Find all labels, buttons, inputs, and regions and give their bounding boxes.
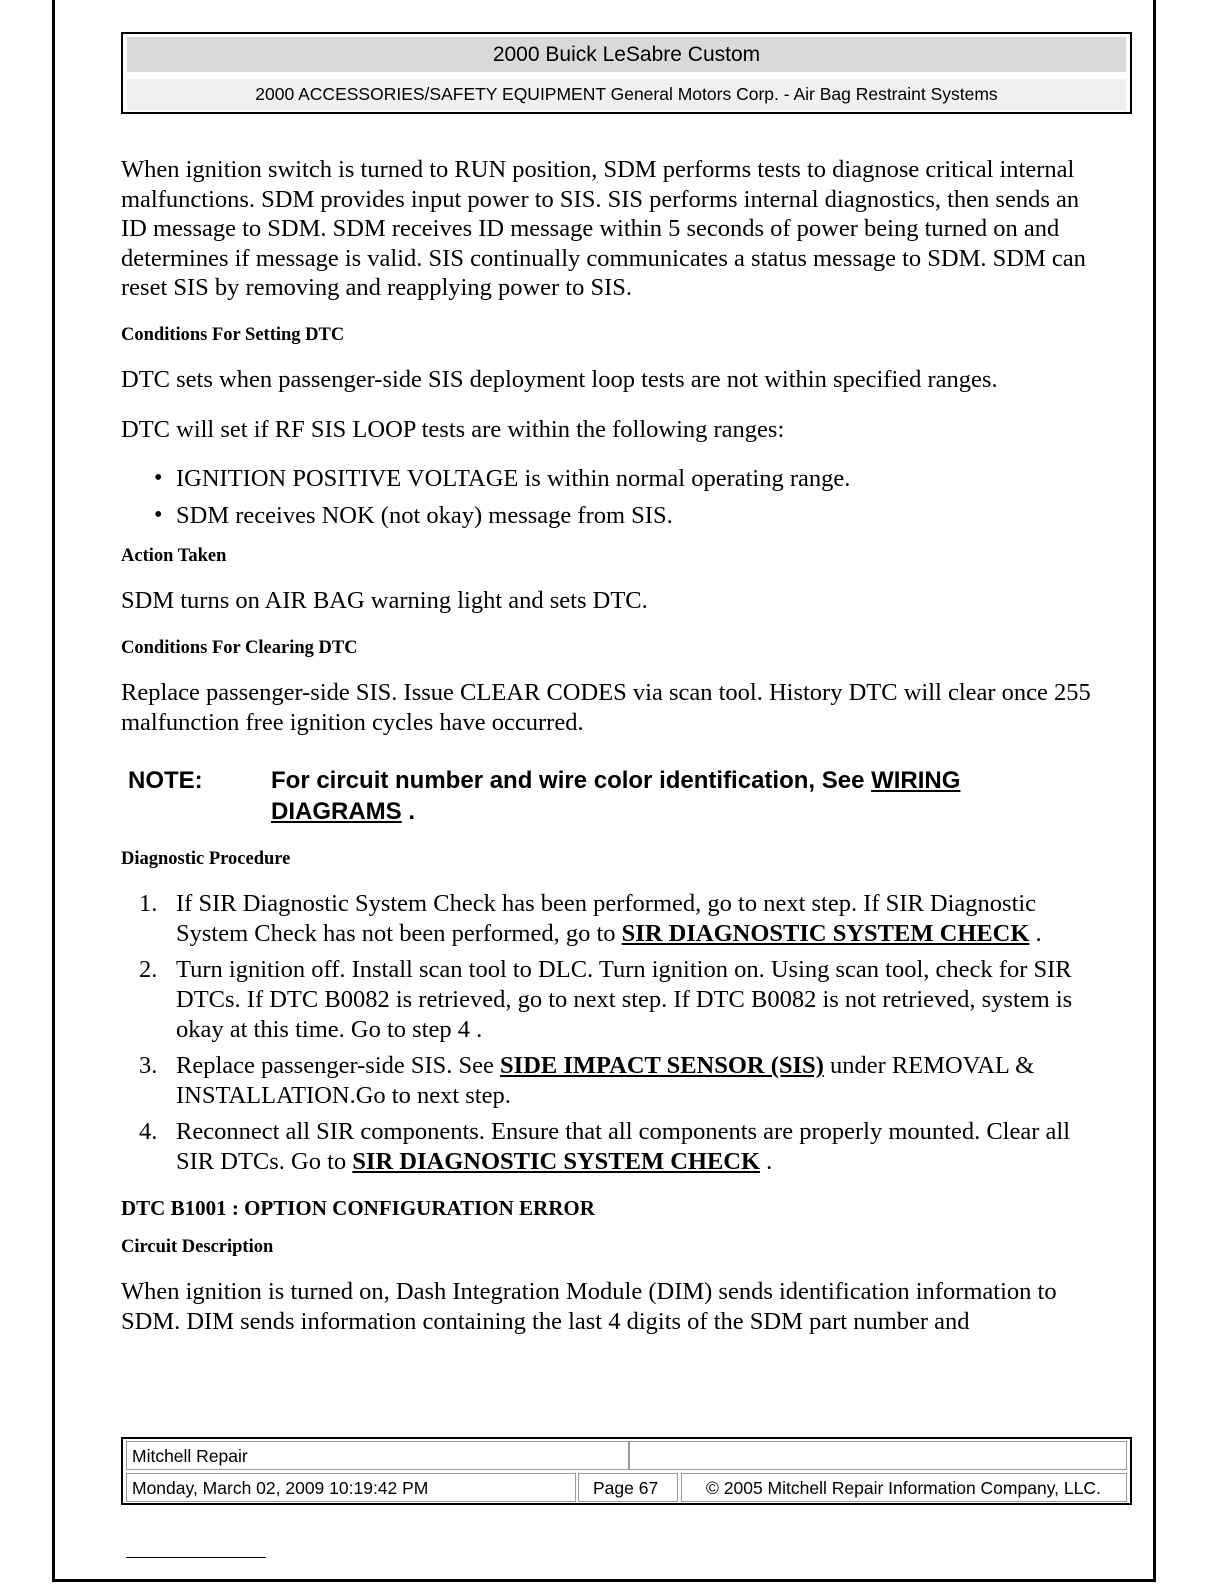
bullet-icon: • — [154, 465, 163, 492]
diagnostic-steps — [121, 889, 1096, 1177]
list-item: 2. Turn ignition off. Install scan tool to DLC. Turn ignition on. Using scan tool, check for SIR DTCs. If DTC B0082 is retrieved, go to next step. If DTC B0082 is not retrieved, system is okay at this time. Go to step 4 . — [139, 956, 1073, 1044]
sir-diagnostic-check-link[interactable]: SIR DIAGNOSTIC SYSTEM CHECK — [352, 1148, 761, 1176]
conditions-list — [121, 464, 1096, 530]
note-box — [128, 765, 1096, 827]
dtc-b1001-heading: DTC B1001 : OPTION CONFIGURATION ERROR — [121, 1196, 595, 1221]
document-header — [121, 32, 1132, 114]
list-item: 3. Replace passenger-side SIS. See SIDE IMPACT SENSOR (SIS) under REMOVAL & INSTALLATION.Go to next step. — [139, 1052, 1035, 1110]
document-footer — [121, 1437, 1132, 1505]
sir-diagnostic-check-link[interactable]: SIR DIAGNOSTIC SYSTEM CHECK — [621, 920, 1030, 948]
conditions-setting-text-1: DTC sets when passenger-side SIS deployment loop tests are not within specified ranges. — [121, 365, 998, 393]
footer-empty-cell — [629, 1441, 1127, 1470]
vehicle-title: 2000 Buick LeSabre Custom — [127, 37, 1126, 72]
bullet-icon: • — [154, 501, 163, 528]
conditions-clearing-heading: Conditions For Clearing DTC — [121, 637, 358, 658]
circuit-description-text: When ignition is turned on, Dash Integration Module (DIM) sends identification information to SDM. DIM sends information containing the last 4 digits of the SDM part number and — [121, 1278, 1057, 1335]
section-subtitle: 2000 ACCESSORIES/SAFETY EQUIPMENT General Motors Corp. - Air Bag Restraint Systems — [127, 79, 1126, 110]
conditions-setting-text-2: DTC will set if RF SIS LOOP tests are within the following ranges: — [121, 415, 785, 443]
bottom-divider — [126, 1557, 266, 1558]
wiring-diagrams-link[interactable]: WIRING DIAGRAMS — [271, 767, 961, 826]
document-body — [121, 155, 1096, 1356]
action-taken-heading: Action Taken — [121, 546, 227, 567]
conditions-clearing-text: Replace passenger-side SIS. Issue CLEAR CODES via scan tool. History DTC will clear once 255 malfunction free ignition cycles have occurred. — [121, 678, 1091, 736]
footer-copyright: © 2005 Mitchell Repair Information Company, LLC. — [681, 1473, 1127, 1502]
footer-page: Page 67 — [578, 1473, 678, 1502]
list-item: • IGNITION POSITIVE VOLTAGE is within normal operating range. — [154, 465, 851, 493]
side-impact-sensor-link[interactable]: SIDE IMPACT SENSOR (SIS) — [500, 1052, 824, 1080]
note-text: For circuit number and wire color identification, See WIRING DIAGRAMS . — [271, 767, 961, 826]
list-item: 4. Reconnect all SIR components. Ensure that all components are properly mounted. Clear all SIR DTCs. Go to SIR DIAGNOSTIC SYSTEM CHECK . — [139, 1118, 1070, 1176]
diagnostic-procedure-heading: Diagnostic Procedure — [121, 849, 291, 870]
footer-company: Mitchell Repair — [126, 1441, 629, 1470]
footer-date: Monday, March 02, 2009 10:19:42 PM — [126, 1473, 576, 1502]
list-item: • SDM receives NOK (not okay) message from SIS. — [154, 501, 673, 529]
intro-paragraph: When ignition switch is turned to RUN position, SDM performs tests to diagnose critical internal malfunctions. SDM provides input power to SIS. SIS performs internal diagnostics, then sends an ID message to SDM. SDM receives ID message within 5 seconds of power being turned on and determines if message is valid. SIS continually communicates a status message to SDM. SDM can reset SIS by removing and reapplying power to SIS. — [121, 156, 1086, 302]
conditions-setting-heading: Conditions For Setting DTC — [121, 324, 345, 345]
action-taken-text: SDM turns on AIR BAG warning light and sets DTC. — [121, 587, 648, 615]
note-label: NOTE: — [128, 767, 203, 795]
list-item: 1. If SIR Diagnostic System Check has been performed, go to next step. If SIR Diagnostic System Check has not been performed, go to SIR DIAGNOSTIC SYSTEM CHECK . — [139, 890, 1042, 948]
circuit-description-heading: Circuit Description — [121, 1237, 274, 1258]
